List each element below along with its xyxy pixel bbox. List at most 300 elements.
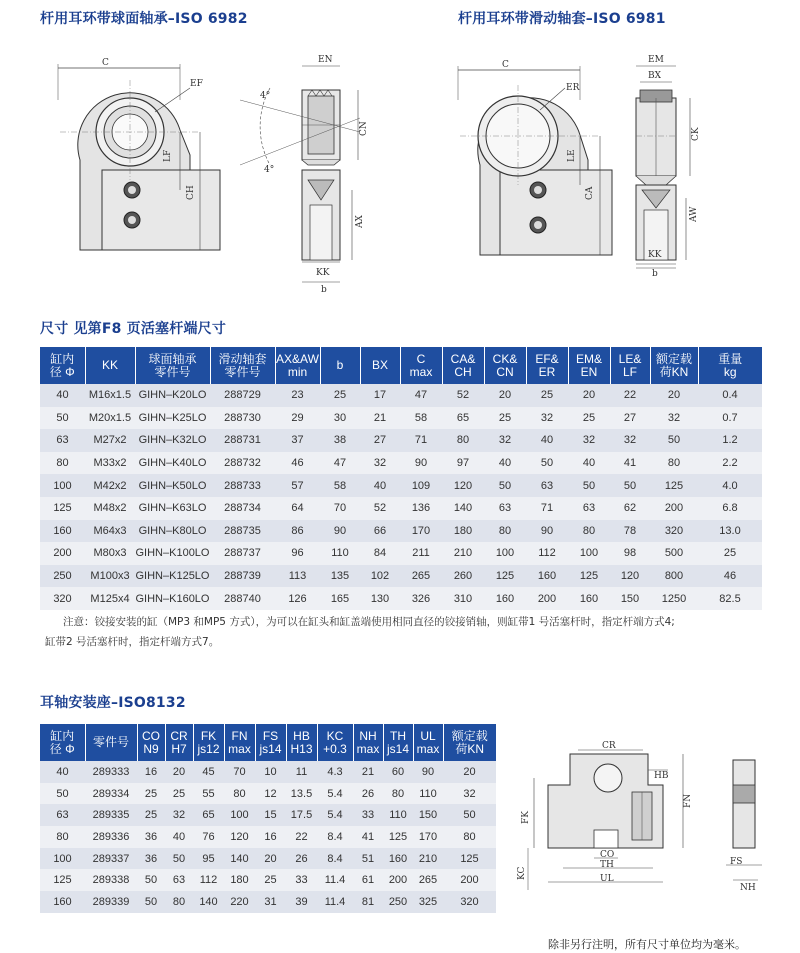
- table-cell: 46: [698, 565, 762, 588]
- table-cell: 125: [650, 474, 698, 497]
- table-cell: 50: [40, 407, 85, 430]
- column-header: [193, 724, 224, 761]
- column-header: [85, 347, 135, 384]
- table-cell: 45: [193, 761, 224, 783]
- table-cell: 25: [484, 407, 526, 430]
- dim-c-label-2: C: [502, 60, 509, 70]
- column-header: [275, 347, 320, 384]
- table-cell: 136: [400, 497, 442, 520]
- table-cell: 20: [255, 848, 286, 870]
- header-text: 重量: [718, 351, 743, 366]
- header-text: KK: [101, 358, 118, 372]
- table-cell: 8.4: [317, 826, 353, 848]
- table-cell: 63: [526, 474, 568, 497]
- header-text: 荷KN: [659, 364, 689, 379]
- table-cell: 80: [40, 452, 85, 475]
- header-text: N9: [143, 741, 159, 756]
- dim-kk-label: KK: [316, 268, 330, 278]
- table-cell: 288731: [210, 429, 275, 452]
- table-cell: 150: [413, 804, 443, 826]
- column-header: [484, 347, 526, 384]
- table-cell: 160: [40, 891, 85, 913]
- table-cell: 97: [442, 452, 484, 475]
- column-header: [360, 347, 400, 384]
- table-cell: 17.5: [286, 804, 317, 826]
- header-text: min: [287, 364, 308, 379]
- table-cell: 25: [526, 384, 568, 407]
- table-cell: 65: [193, 804, 224, 826]
- table-cell: 20: [443, 761, 496, 783]
- dim-ul-label: UL: [600, 874, 614, 884]
- table-cell: 25: [165, 783, 193, 805]
- table-cell: GIHN–K100LO: [135, 542, 210, 565]
- header-text: kg: [723, 364, 737, 379]
- table-cell: 130: [360, 587, 400, 610]
- table-cell: 800: [650, 565, 698, 588]
- table-cell: 46: [275, 452, 320, 475]
- table-cell: 6.8: [698, 497, 762, 520]
- table-cell: 41: [610, 452, 650, 475]
- table-cell: 1250: [650, 587, 698, 610]
- table-cell: 32: [650, 407, 698, 430]
- header-text: H13: [290, 741, 313, 756]
- column-header: [224, 724, 255, 761]
- header-text: js14: [386, 741, 409, 756]
- table-cell: 289338: [85, 869, 137, 891]
- title-iso6981: 杆用耳环带滑动轴套–ISO 6981: [458, 11, 666, 27]
- dim-bx-label: BX: [648, 71, 662, 81]
- table-cell: 78: [610, 520, 650, 543]
- table-header-row: [40, 724, 496, 761]
- header-text: max: [356, 741, 380, 756]
- table-cell: 47: [320, 452, 360, 475]
- table-cell: 23: [275, 384, 320, 407]
- header-text: CO: [142, 728, 160, 743]
- table-cell: M64x3: [85, 520, 135, 543]
- table-row: [40, 783, 496, 805]
- header-text: C: [416, 351, 426, 366]
- table-cell: 265: [413, 869, 443, 891]
- table-cell: 288740: [210, 587, 275, 610]
- column-header: [442, 347, 484, 384]
- table-cell: 13.0: [698, 520, 762, 543]
- table-cell: 25: [320, 384, 360, 407]
- table-cell: 63: [165, 869, 193, 891]
- table-cell: 113: [275, 565, 320, 588]
- table-cell: 16: [255, 826, 286, 848]
- table-cell: 80: [383, 783, 413, 805]
- table-cell: 160: [484, 587, 526, 610]
- table-cell: 64: [275, 497, 320, 520]
- header-text: js12: [197, 741, 220, 756]
- table-cell: 80: [40, 826, 85, 848]
- table-row: [40, 826, 496, 848]
- table-cell: 60: [383, 761, 413, 783]
- header-text: UL: [420, 728, 436, 743]
- table-cell: 310: [442, 587, 484, 610]
- header-text: CN: [496, 364, 514, 379]
- table-cell: 58: [320, 474, 360, 497]
- table-cell: 71: [400, 429, 442, 452]
- table-cell: GIHN–K50LO: [135, 474, 210, 497]
- table-cell: 26: [286, 848, 317, 870]
- column-header: [650, 347, 698, 384]
- dim-fs-label: FS: [730, 857, 743, 867]
- table-row: [40, 429, 762, 452]
- table-cell: 22: [286, 826, 317, 848]
- table-cell: 33: [286, 869, 317, 891]
- table-row: [40, 384, 762, 407]
- table-cell: 27: [610, 407, 650, 430]
- dim-c-label: C: [102, 58, 109, 68]
- table-row: [40, 804, 496, 826]
- table-cell: 210: [442, 542, 484, 565]
- column-header: [526, 347, 568, 384]
- table-cell: 80: [650, 452, 698, 475]
- table-cell: 110: [320, 542, 360, 565]
- table-cell: 0.7: [698, 407, 762, 430]
- header-text: LF: [622, 364, 637, 379]
- header-text: max: [409, 364, 433, 379]
- dim-co-label: CO: [600, 850, 615, 860]
- header-text: FK: [200, 728, 217, 743]
- table-cell: 180: [224, 869, 255, 891]
- table-row: [40, 474, 762, 497]
- table-cell: 288737: [210, 542, 275, 565]
- table-cell: 320: [443, 891, 496, 913]
- table-cell: 63: [40, 804, 85, 826]
- table-cell: 20: [568, 384, 610, 407]
- header-text: CH: [454, 364, 472, 379]
- table-cell: 288734: [210, 497, 275, 520]
- table-cell: 25: [137, 804, 165, 826]
- table-cell: 20: [165, 761, 193, 783]
- table-cell: GIHN–K63LO: [135, 497, 210, 520]
- table-cell: 21: [353, 761, 383, 783]
- table-cell: 32: [610, 429, 650, 452]
- table-cell: 100: [484, 542, 526, 565]
- header-text: FN: [231, 728, 248, 743]
- table-cell: 5.4: [317, 804, 353, 826]
- table-cell: 50: [484, 474, 526, 497]
- note-line-2: 缸带2 号活塞杆时，指定杆端方式7。: [45, 636, 220, 648]
- table-cell: 288739: [210, 565, 275, 588]
- table-cell: 200: [383, 869, 413, 891]
- table-cell: 27: [360, 429, 400, 452]
- note-line-1: 注意：铰接安装的缸（MP3 和MP5 方式），为可以在缸头和缸盖端使用相同直径的铰接销轴，则缸带1 号活塞杆时，指定杆端方式4;: [63, 616, 675, 628]
- column-header: [317, 724, 353, 761]
- table-cell: 32: [443, 783, 496, 805]
- table-cell: 200: [526, 587, 568, 610]
- dim-en-label: EN: [318, 55, 333, 65]
- table-cell: 50: [568, 474, 610, 497]
- table-row: [40, 891, 496, 913]
- table-cell: 500: [650, 542, 698, 565]
- table-cell: 40: [360, 474, 400, 497]
- table-cell: 63: [40, 429, 85, 452]
- table-cell: 22: [610, 384, 650, 407]
- table-cell: 50: [137, 891, 165, 913]
- table-cell: 41: [353, 826, 383, 848]
- table-cell: 80: [442, 429, 484, 452]
- column-header: [698, 347, 762, 384]
- table-cell: M42x2: [85, 474, 135, 497]
- table-cell: 32: [526, 407, 568, 430]
- table-cell: 25: [698, 542, 762, 565]
- table-cell: GIHN–K25LO: [135, 407, 210, 430]
- table-cell: 32: [568, 429, 610, 452]
- dim-er-label: ER: [566, 83, 580, 93]
- table-cell: 160: [383, 848, 413, 870]
- header-text: H7: [171, 741, 187, 756]
- header-text: TH: [390, 728, 406, 743]
- header-text: 额定载: [451, 728, 488, 743]
- column-header: [610, 347, 650, 384]
- table-cell: 50: [40, 783, 85, 805]
- table-cell: 10: [255, 761, 286, 783]
- angle-2-label: 4°: [264, 165, 275, 175]
- table-cell: 70: [320, 497, 360, 520]
- table-cell: 120: [224, 826, 255, 848]
- header-text: BX: [371, 358, 388, 372]
- table-cell: 98: [610, 542, 650, 565]
- header-text: 零件号: [154, 364, 191, 379]
- table-row: [40, 587, 762, 610]
- dim-em-label: EM: [648, 55, 664, 65]
- table-cell: 52: [360, 497, 400, 520]
- dim-b-label-2: b: [652, 269, 658, 279]
- table-cell: 160: [40, 520, 85, 543]
- table-cell: GIHN–K160LO: [135, 587, 210, 610]
- table-cell: GIHN–K80LO: [135, 520, 210, 543]
- header-text: 径 Φ: [49, 741, 75, 756]
- column-header: [255, 724, 286, 761]
- dim-ca-label: CA: [585, 186, 595, 200]
- table-cell: 95: [193, 848, 224, 870]
- angle-1-label: 4°: [260, 91, 271, 101]
- header-text: 缸内: [50, 351, 75, 366]
- table-cell: 125: [40, 869, 85, 891]
- table-cell: M48x2: [85, 497, 135, 520]
- table-cell: 320: [40, 587, 85, 610]
- table-cell: 11.4: [317, 869, 353, 891]
- dim-lf-label: LF: [163, 149, 173, 162]
- dim-kc-label: KC: [517, 866, 527, 880]
- table-cell: 120: [610, 565, 650, 588]
- table-cell: 160: [526, 565, 568, 588]
- table-cell: 84: [360, 542, 400, 565]
- table-cell: 260: [442, 565, 484, 588]
- table-cell: 100: [224, 804, 255, 826]
- table-cell: 12: [255, 783, 286, 805]
- table-cell: 325: [413, 891, 443, 913]
- table-cell: 150: [610, 587, 650, 610]
- column-header: [210, 347, 275, 384]
- table-cell: GIHN–K20LO: [135, 384, 210, 407]
- table-cell: M16x1.5: [85, 384, 135, 407]
- column-header: [353, 724, 383, 761]
- table-cell: 4.0: [698, 474, 762, 497]
- column-header: [400, 347, 442, 384]
- table-cell: 33: [353, 804, 383, 826]
- table-cell: 200: [650, 497, 698, 520]
- installation-note: [45, 612, 763, 652]
- drawing-iso6981: [440, 40, 800, 300]
- table-cell: 289336: [85, 826, 137, 848]
- table-cell: 40: [526, 429, 568, 452]
- header-text: js14: [259, 741, 282, 756]
- column-header: [413, 724, 443, 761]
- header-text: NH: [359, 728, 377, 743]
- table-cell: 13.5: [286, 783, 317, 805]
- drawing-iso6982: [40, 40, 420, 300]
- title-table1: 尺寸 见第F8 页活塞杆端尺寸: [40, 321, 227, 337]
- header-text: max: [228, 741, 251, 756]
- table-cell: 32: [165, 804, 193, 826]
- table-cell: 17: [360, 384, 400, 407]
- header-text: LE&: [618, 351, 642, 366]
- table-cell: 135: [320, 565, 360, 588]
- table-cell: 63: [568, 497, 610, 520]
- table-cell: 125: [40, 497, 85, 520]
- table-cell: 100: [40, 848, 85, 870]
- table-cell: 55: [193, 783, 224, 805]
- table-cell: 125: [443, 848, 496, 870]
- table-cell: 63: [484, 497, 526, 520]
- table-cell: 125: [568, 565, 610, 588]
- table-cell: 288730: [210, 407, 275, 430]
- table-cell: 8.4: [317, 848, 353, 870]
- table-cell: M100x3: [85, 565, 135, 588]
- column-header: [40, 347, 85, 384]
- table-cell: GIHN–K40LO: [135, 452, 210, 475]
- table-cell: 289334: [85, 783, 137, 805]
- table-row: [40, 869, 496, 891]
- table-cell: 80: [165, 891, 193, 913]
- header-text: 滑动轴套: [218, 351, 267, 366]
- dim-cn-label: CN: [359, 121, 369, 136]
- table-header-row: [40, 347, 762, 384]
- header-text: HB: [293, 728, 310, 743]
- table-cell: 52: [442, 384, 484, 407]
- dim-nh-label: NH: [740, 883, 756, 893]
- dim-b-label: b: [321, 285, 327, 295]
- header-text: CA&: [450, 351, 476, 366]
- table-cell: 326: [400, 587, 442, 610]
- table-cell: 40: [165, 826, 193, 848]
- table-cell: GIHN–K32LO: [135, 429, 210, 452]
- table-cell: 16: [137, 761, 165, 783]
- column-header: [568, 347, 610, 384]
- table-cell: 61: [353, 869, 383, 891]
- table-cell: 36: [137, 826, 165, 848]
- dim-fk-label: FK: [521, 811, 531, 824]
- table-cell: M20x1.5: [85, 407, 135, 430]
- table-cell: 5.4: [317, 783, 353, 805]
- table-cell: 30: [320, 407, 360, 430]
- table-cell: 25: [137, 783, 165, 805]
- table-row: [40, 761, 496, 783]
- dim-th-label: TH: [600, 860, 614, 870]
- header-text: CR: [170, 728, 188, 743]
- table-cell: 25: [255, 869, 286, 891]
- table-cell: 90: [413, 761, 443, 783]
- column-header: [383, 724, 413, 761]
- column-header: [85, 724, 137, 761]
- header-text: 缸内: [50, 728, 75, 743]
- drawing-iso8132: [508, 740, 798, 900]
- column-header: [320, 347, 360, 384]
- header-text: 荷KN: [455, 741, 485, 756]
- dim-hb-label: HB: [654, 771, 669, 781]
- table-cell: 120: [442, 474, 484, 497]
- table-cell: M27x2: [85, 429, 135, 452]
- table-cell: 50: [650, 429, 698, 452]
- table-cell: 126: [275, 587, 320, 610]
- table-cell: 50: [443, 804, 496, 826]
- table-cell: 250: [40, 565, 85, 588]
- dim-ef-label: EF: [190, 79, 203, 89]
- table-cell: 160: [568, 587, 610, 610]
- table-cell: GIHN–K125LO: [135, 565, 210, 588]
- units-footnote: 除非另行注明，所有尺寸单位均为毫米。: [548, 938, 746, 951]
- table-cell: 76: [193, 826, 224, 848]
- table-cell: 220: [224, 891, 255, 913]
- header-text: 径 Φ: [49, 364, 75, 379]
- column-header: [286, 724, 317, 761]
- table-cell: 37: [275, 429, 320, 452]
- table-cell: 71: [526, 497, 568, 520]
- table-cell: 170: [400, 520, 442, 543]
- table-cell: 32: [484, 429, 526, 452]
- column-header: [137, 724, 165, 761]
- table-cell: 47: [400, 384, 442, 407]
- table-cell: 50: [165, 848, 193, 870]
- column-header: [443, 724, 496, 761]
- table-cell: 80: [443, 826, 496, 848]
- table-cell: M80x3: [85, 542, 135, 565]
- table-cell: 109: [400, 474, 442, 497]
- table-cell: 11: [286, 761, 317, 783]
- table-cell: 21: [360, 407, 400, 430]
- table-cell: 1.2: [698, 429, 762, 452]
- table-cell: 36: [137, 848, 165, 870]
- table-cell: 90: [526, 520, 568, 543]
- table-cell: 40: [484, 452, 526, 475]
- table-row: [40, 848, 496, 870]
- table-row: [40, 520, 762, 543]
- trunnion-spec-table: [40, 724, 496, 913]
- table-cell: 58: [400, 407, 442, 430]
- dim-ax-label: AX: [355, 215, 365, 228]
- header-text: EF&: [535, 351, 559, 366]
- table-cell: 39: [286, 891, 317, 913]
- table-cell: 15: [255, 804, 286, 826]
- header-text: 零件号: [224, 364, 261, 379]
- table-cell: 82.5: [698, 587, 762, 610]
- table-cell: 140: [442, 497, 484, 520]
- dim-kk-label-2: KK: [648, 250, 662, 260]
- table-cell: 40: [568, 452, 610, 475]
- table-cell: 125: [383, 826, 413, 848]
- table-cell: 320: [650, 520, 698, 543]
- column-header: [135, 347, 210, 384]
- table-cell: 51: [353, 848, 383, 870]
- table-cell: 20: [484, 384, 526, 407]
- table-cell: 90: [320, 520, 360, 543]
- dim-cr-label: CR: [602, 741, 616, 751]
- dim-le-label: LE: [567, 149, 577, 162]
